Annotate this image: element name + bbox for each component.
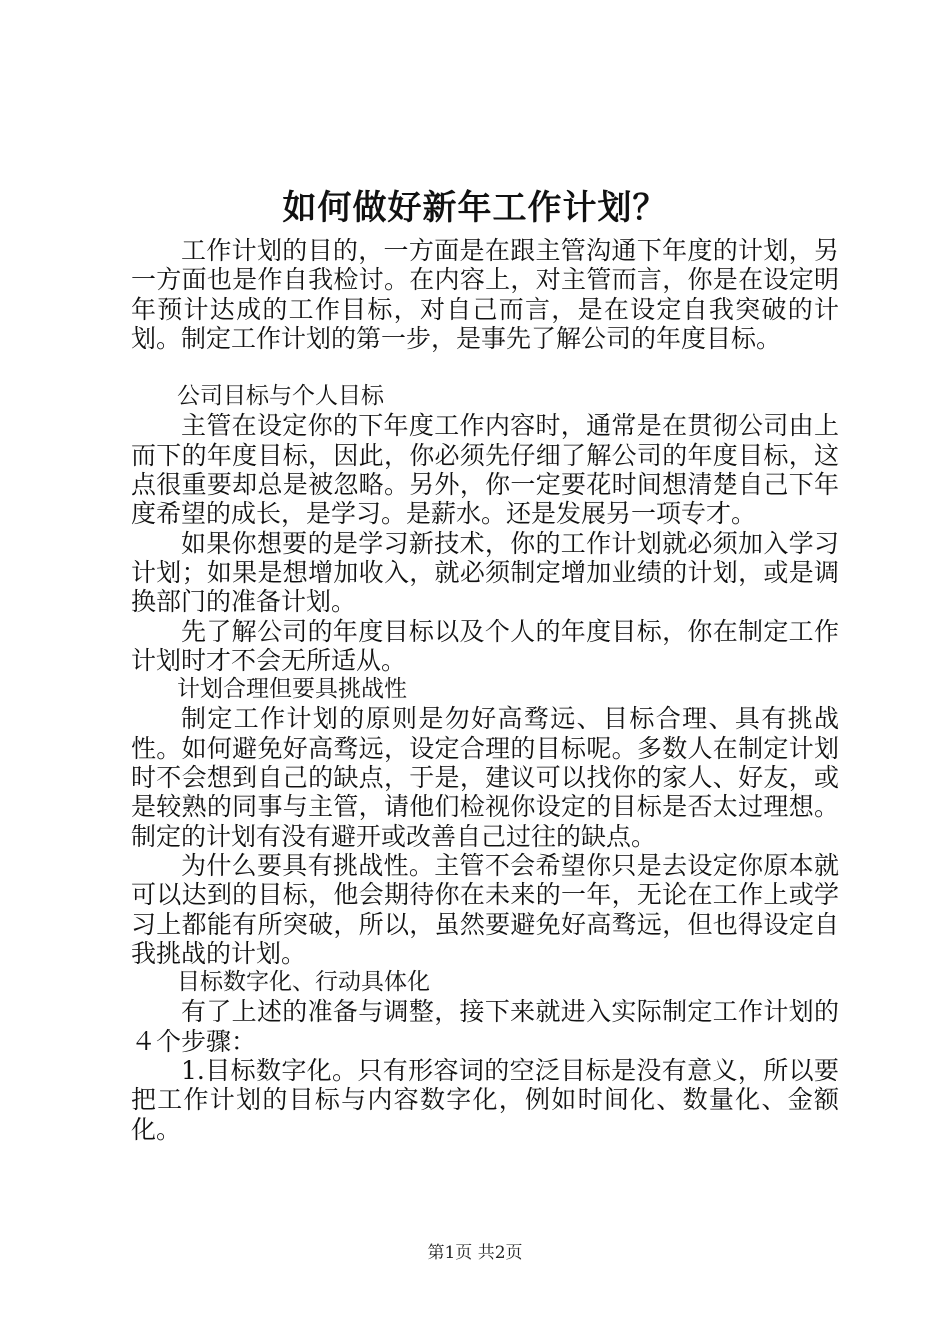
section-heading-quantify: 目标数字化、行动具体化	[177, 969, 430, 996]
section-heading-challenge: 计划合理但要具挑战性	[177, 676, 407, 703]
section-heading-goals: 公司目标与个人目标	[177, 383, 384, 410]
body-paragraph: 1.目标数字化。只有形容词的空泛目标是没有意义，所以要把工作计划的目标与内容数字化，例如时间化、数量化、金额化。	[131, 1056, 839, 1144]
body-paragraph: 有了上述的准备与调整，接下来就进入实际制定工作计划的４个步骤：	[131, 997, 839, 1056]
body-paragraph: 为什么要具有挑战性。主管不会希望你只是去设定你原本就可以达到的目标，他会期待你在未来的一年，无论在工作上或学习上都能有所突破，所以，虽然要避免好高骛远，但也得设定自我挑战的计划。	[131, 850, 839, 968]
body-paragraph: 制定工作计划的原则是勿好高骛远、目标合理、具有挑战性。如何避免好高骛远，设定合理的目标呢。多数人在制定计划时不会想到自己的缺点，于是，建议可以找你的家人、好友，或是较熟的同事与主管，请他们检视你设定的目标是否太过理想。制定的计划有没有避开或改善自己过往的缺点。	[131, 704, 839, 851]
intro-paragraph: 工作计划的目的，一方面是在跟主管沟通下年度的计划，另一方面也是作自我检讨。在内容上，对主管而言，你是在设定明年预计达成的工作目标，对自己而言，是在设定自我突破的计划。制定工作计划的第一步，是事先了解公司的年度目标。	[131, 236, 839, 353]
document-title: 如何做好新年工作计划？	[282, 188, 668, 228]
body-paragraph: 主管在设定你的下年度工作内容时，通常是在贯彻公司由上而下的年度目标，因此，你必须先仔细了解公司的年度目标，这点很重要却总是被忽略。另外，你一定要花时间想清楚自己下年度希望的成长，是学习。是薪水。还是发展另一项专才。	[131, 411, 839, 529]
body-paragraph: 先了解公司的年度目标以及个人的年度目标，你在制定工作计划时才不会无所适从。	[131, 616, 839, 675]
body-paragraph: 如果你想要的是学习新技术，你的工作计划就必须加入学习计划；如果是想增加收入，就必须制定增加业绩的计划，或是调换部门的准备计划。	[131, 528, 839, 617]
document-body	[131, 236, 839, 1144]
page-number-footer: 第1页 共2页	[427, 1243, 523, 1263]
